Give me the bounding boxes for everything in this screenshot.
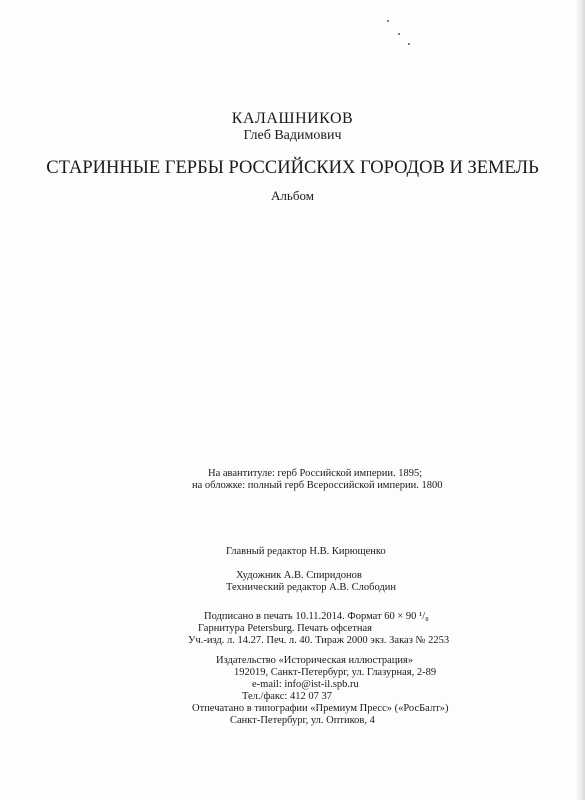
publisher-address: 192019, Санкт-Петербург, ул. Глазурная, 2-89 — [234, 667, 437, 678]
book-subtitle: Альбом — [271, 188, 314, 203]
publisher-info — [216, 655, 436, 703]
printing-details — [188, 611, 449, 647]
tech-editor: Технический редактор А.В. Слободин — [226, 582, 396, 593]
printing-house-name: Отпечатано в типографии «Премиум Пресс» («РосБалт») — [192, 703, 449, 714]
artist-credits — [226, 570, 396, 594]
note-line-2: на обложке: полный герб Всероссийской империи. 1800 — [192, 480, 443, 491]
artist: Художник А.В. Спиридонов — [236, 570, 362, 581]
publisher-phone: Тел./факс: 412 07 37 — [242, 691, 332, 702]
author-surname: КАЛАШНИКОВ — [231, 110, 354, 127]
printing-house-address: Санкт-Петербург, ул. Оптиков, 4 — [230, 715, 375, 726]
scan-speck — [398, 33, 400, 35]
print-line-3: Уч.-изд. л. 14.27. Печ. л. 40. Тираж 2000 экз. Заказ № 2253 — [188, 635, 450, 646]
chief-editor: Главный редактор Н.В. Кирющенко — [226, 546, 386, 557]
print-line-2: Гарнитура Petersburg. Печать офсетная — [198, 623, 373, 634]
note-line-1: На авантитуле: герб Российской империи. 1895; — [208, 468, 423, 479]
publisher-name: Издательство «Историческая иллюстрация» — [216, 655, 414, 666]
scan-speck — [408, 43, 410, 45]
print-line-1: Подписано в печать 10.11.2014. Формат 60 × 90 ¹/₈ — [204, 611, 429, 622]
publisher-email: e-mail: info@ist-il.spb.ru — [252, 679, 359, 690]
scan-speck — [387, 20, 389, 22]
illustration-notes — [192, 468, 442, 492]
book-title: СТАРИННЫЕ ГЕРБЫ РОССИЙСКИХ ГОРОДОВ И ЗЕМЕЛЬ — [46, 158, 539, 178]
printing-house — [192, 703, 448, 727]
author-name: Глеб Вадимович — [243, 128, 342, 143]
